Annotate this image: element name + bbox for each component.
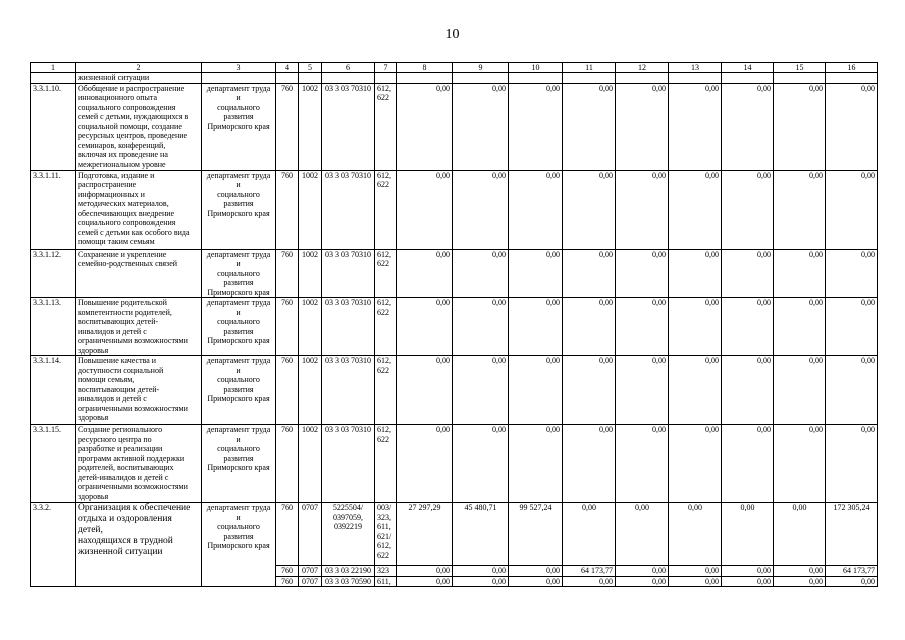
- target-item-code: 03 3 03 70310: [322, 249, 375, 298]
- amount-cell: 0,00: [563, 298, 616, 356]
- section-code: 1002: [299, 425, 322, 503]
- amount-cell: 0,00: [774, 566, 826, 577]
- amount-cell: 0,00: [774, 298, 826, 356]
- measure-name: Повышение качества и доступности социальной помощи семьям, воспитывающим детей- инвалидов и детей с ограниченными возможностями здоровья: [76, 356, 202, 425]
- row-number: 3.3.1.10.: [31, 83, 76, 170]
- amount-cell: 0,00: [826, 249, 878, 298]
- amount-cell: 0,00: [397, 356, 453, 425]
- table-row: [31, 356, 878, 425]
- cell: [276, 73, 299, 84]
- cell: [826, 73, 878, 84]
- amount-cell: 0,00: [722, 356, 774, 425]
- section-code: 1002: [299, 170, 322, 249]
- column-number-row: [31, 63, 878, 73]
- amount-cell: 0,00: [774, 576, 826, 587]
- column-number-10: 10: [509, 63, 563, 73]
- expense-type-code: 612, 622: [375, 356, 397, 425]
- section-code: 0707: [299, 503, 322, 566]
- continued-text: жизненной ситуации: [76, 73, 202, 84]
- column-number-12: 12: [616, 63, 669, 73]
- target-item-code: 03 3 03 70310: [322, 356, 375, 425]
- ministry-code: 760: [276, 503, 299, 566]
- amount-cell: 0,00: [616, 503, 669, 566]
- amount-cell: 0,00: [669, 356, 722, 425]
- target-item-code: 03 3 03 70590: [322, 576, 375, 587]
- row-number: 3.3.1.12.: [31, 249, 76, 298]
- amount-cell: 0,00: [509, 298, 563, 356]
- measure-name: Сохранение и укрепление семейно-родственных связей: [76, 249, 202, 298]
- amount-cell: 0,00: [669, 83, 722, 170]
- responsible-department: департамент труда и социального развития Приморского края: [202, 425, 276, 503]
- cell-num: [31, 73, 76, 84]
- amount-cell: 0,00: [509, 83, 563, 170]
- ministry-code: 760: [276, 298, 299, 356]
- amount-cell: 0,00: [453, 356, 509, 425]
- column-number-2: 2: [76, 63, 202, 73]
- table-row: [31, 170, 878, 249]
- amount-cell: 0,00: [722, 503, 774, 566]
- amount-cell: 0,00: [722, 83, 774, 170]
- target-item-code: 03 3 03 70310: [322, 83, 375, 170]
- column-number-16: 16: [826, 63, 878, 73]
- measure-name: Организация к обеспечение отдыха и оздоровления детей, находящихся в трудной жизненной ситуации: [76, 503, 202, 587]
- table-row: [31, 298, 878, 356]
- amount-cell: 0,00: [509, 566, 563, 577]
- cell: [563, 73, 616, 84]
- column-number-8: 8: [397, 63, 453, 73]
- amount-cell: 0,00: [563, 83, 616, 170]
- amount-cell: 0,00: [774, 425, 826, 503]
- amount-cell: 0,00: [397, 566, 453, 577]
- amount-cell: 0,00: [509, 170, 563, 249]
- table-row: [31, 425, 878, 503]
- column-number-6: 6: [322, 63, 375, 73]
- amount-cell: 0,00: [826, 576, 878, 587]
- row-number: 3.3.1.15.: [31, 425, 76, 503]
- page-number: 10: [445, 27, 460, 42]
- amount-cell: 0,00: [826, 425, 878, 503]
- responsible-department: департамент труда и социального развития Приморского края: [202, 356, 276, 425]
- cell: [509, 73, 563, 84]
- amount-cell: 0,00: [826, 298, 878, 356]
- measure-name: Создание регионального ресурсного центра по разработке и реализации программ активной поддержки родителей, воспитывающих детей-инвалидов и детей с ограниченными возможностями здоровья: [76, 425, 202, 503]
- column-number-9: 9: [453, 63, 509, 73]
- amount-cell: 27 297,29: [397, 503, 453, 566]
- row-number: 3.3.1.13.: [31, 298, 76, 356]
- amount-cell: 0,00: [826, 83, 878, 170]
- cell: [616, 73, 669, 84]
- amount-cell: 0,00: [616, 425, 669, 503]
- measure-name: Обобщение и распространение инновационного опыта социального сопровождения семей с детьми, нуждающихся в социальной помощи, создание ресурсных центров, проведение семинаров, конференций, включая их проведение на межрегиональном уровне: [76, 83, 202, 170]
- column-number-13: 13: [669, 63, 722, 73]
- expense-type-code: 003/ 323, 611, 621/ 612, 622: [375, 503, 397, 566]
- amount-cell: 64 173,77: [826, 566, 878, 577]
- amount-cell: 0,00: [397, 83, 453, 170]
- ministry-code: 760: [276, 425, 299, 503]
- table-row: [31, 249, 878, 298]
- amount-cell: 0,00: [616, 83, 669, 170]
- cell: [669, 73, 722, 84]
- cell: [375, 73, 397, 84]
- amount-cell: 0,00: [616, 298, 669, 356]
- cell: [722, 73, 774, 84]
- responsible-department: департамент труда и социального развития Приморского края: [202, 170, 276, 249]
- amount-cell: 0,00: [722, 249, 774, 298]
- amount-cell: 0,00: [616, 356, 669, 425]
- responsible-department: департамент труда и социального развития Приморского края: [202, 83, 276, 170]
- amount-cell: 99 527,24: [509, 503, 563, 566]
- amount-cell: 172 305,24: [826, 503, 878, 566]
- expense-type-code: 612, 622: [375, 249, 397, 298]
- responsible-department: департамент труда и социального развития Приморского края: [202, 503, 276, 587]
- column-number-4: 4: [276, 63, 299, 73]
- budget-table: [30, 62, 878, 587]
- row-number: 3.3.1.14.: [31, 356, 76, 425]
- amount-cell: 0,00: [563, 576, 616, 587]
- amount-cell: 0,00: [774, 83, 826, 170]
- amount-cell: 0,00: [397, 576, 453, 587]
- column-number-1: 1: [31, 63, 76, 73]
- amount-cell: 0,00: [722, 425, 774, 503]
- target-item-code: 03 3 03 70310: [322, 425, 375, 503]
- row-number: 3.3.1.11.: [31, 170, 76, 249]
- expense-type-code: 612, 622: [375, 83, 397, 170]
- amount-cell: 0,00: [669, 298, 722, 356]
- amount-cell: 0,00: [453, 83, 509, 170]
- column-number-15: 15: [774, 63, 826, 73]
- ministry-code: 760: [276, 576, 299, 587]
- column-number-3: 3: [202, 63, 276, 73]
- amount-cell: 64 173,77: [563, 566, 616, 577]
- ministry-code: 760: [276, 249, 299, 298]
- target-item-code: 03 3 03 70310: [322, 298, 375, 356]
- amount-cell: 45 480,71: [453, 503, 509, 566]
- cell: [202, 73, 276, 84]
- expense-type-code: 612, 622: [375, 298, 397, 356]
- amount-cell: 0,00: [453, 249, 509, 298]
- amount-cell: 0,00: [563, 356, 616, 425]
- amount-cell: 0,00: [774, 503, 826, 566]
- amount-cell: 0,00: [563, 249, 616, 298]
- amount-cell: 0,00: [722, 170, 774, 249]
- target-item-code: 5225504/ 0397059, 0392219: [322, 503, 375, 566]
- section-code: 0707: [299, 576, 322, 587]
- amount-cell: 0,00: [453, 566, 509, 577]
- amount-cell: 0,00: [563, 503, 616, 566]
- target-item-code: 03 3 03 70310: [322, 170, 375, 249]
- amount-cell: 0,00: [774, 249, 826, 298]
- amount-cell: 0,00: [563, 170, 616, 249]
- amount-cell: 0,00: [669, 503, 722, 566]
- cell: [453, 73, 509, 84]
- table-row: [31, 503, 878, 566]
- section-code: 1002: [299, 83, 322, 170]
- measure-name: Подготовка, издание и распространение информационных и методических материалов, обеспечивающих внедрение социального сопровождения семей с детьми как особого вида помощи таким семьям: [76, 170, 202, 249]
- column-number-11: 11: [563, 63, 616, 73]
- cell: [299, 73, 322, 84]
- amount-cell: 0,00: [453, 576, 509, 587]
- amount-cell: 0,00: [722, 576, 774, 587]
- ministry-code: 760: [276, 356, 299, 425]
- cell: [322, 73, 375, 84]
- amount-cell: 0,00: [722, 566, 774, 577]
- amount-cell: 0,00: [722, 298, 774, 356]
- amount-cell: 0,00: [616, 566, 669, 577]
- amount-cell: 0,00: [397, 249, 453, 298]
- amount-cell: 0,00: [669, 576, 722, 587]
- amount-cell: 0,00: [509, 249, 563, 298]
- amount-cell: 0,00: [397, 298, 453, 356]
- cell: [397, 73, 453, 84]
- amount-cell: 0,00: [826, 356, 878, 425]
- amount-cell: 0,00: [616, 249, 669, 298]
- ministry-code: 760: [276, 83, 299, 170]
- expense-type-code: 612, 622: [375, 170, 397, 249]
- amount-cell: 0,00: [453, 170, 509, 249]
- expense-type-code: 612, 622: [375, 425, 397, 503]
- row-number: 3.3.2.: [31, 503, 76, 587]
- section-code: 1002: [299, 356, 322, 425]
- measure-name: Повышение родительской компетентности родителей, воспитывающих детей- инвалидов и детей с ограниченными возможностями здоровья: [76, 298, 202, 356]
- amount-cell: 0,00: [509, 356, 563, 425]
- column-number-14: 14: [722, 63, 774, 73]
- ministry-code: 760: [276, 566, 299, 577]
- section-code: 1002: [299, 298, 322, 356]
- amount-cell: 0,00: [563, 425, 616, 503]
- table-row: [31, 83, 878, 170]
- ministry-code: 760: [276, 170, 299, 249]
- amount-cell: 0,00: [509, 576, 563, 587]
- amount-cell: 0,00: [509, 425, 563, 503]
- amount-cell: 0,00: [774, 170, 826, 249]
- amount-cell: 0,00: [397, 425, 453, 503]
- continuation-row: [31, 73, 878, 84]
- cell: [774, 73, 826, 84]
- column-number-5: 5: [299, 63, 322, 73]
- amount-cell: 0,00: [453, 298, 509, 356]
- amount-cell: 0,00: [616, 170, 669, 249]
- column-number-7: 7: [375, 63, 397, 73]
- amount-cell: 0,00: [669, 249, 722, 298]
- amount-cell: 0,00: [774, 356, 826, 425]
- responsible-department: департамент труда и социального развития Приморского края: [202, 249, 276, 298]
- section-code: 1002: [299, 249, 322, 298]
- amount-cell: 0,00: [397, 170, 453, 249]
- expense-type-code: 323: [375, 566, 397, 577]
- amount-cell: 0,00: [826, 170, 878, 249]
- expense-type-code: 611,: [375, 576, 397, 587]
- amount-cell: 0,00: [669, 425, 722, 503]
- section-code: 0707: [299, 566, 322, 577]
- amount-cell: 0,00: [669, 566, 722, 577]
- amount-cell: 0,00: [669, 170, 722, 249]
- amount-cell: 0,00: [453, 425, 509, 503]
- target-item-code: 03 3 03 22190: [322, 566, 375, 577]
- responsible-department: департамент труда и социального развития Приморского края: [202, 298, 276, 356]
- amount-cell: 0,00: [616, 576, 669, 587]
